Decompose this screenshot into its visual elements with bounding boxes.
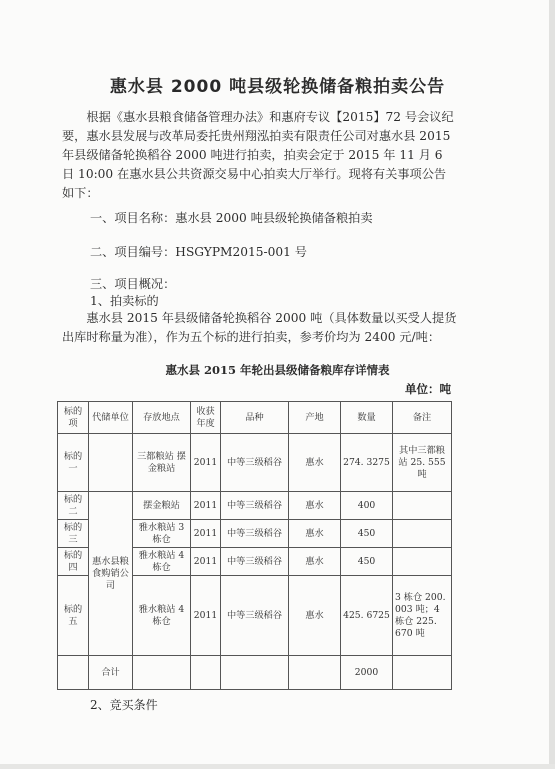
table-total-row — [58, 656, 452, 690]
cell-origin: 惠水 — [289, 548, 341, 576]
cell-origin: 惠水 — [289, 576, 341, 656]
target-paragraph: 惠水县 2015 年县级储备轮换稻谷 2000 吨（具体数量以买受人提货出库时称量为准），作为五个标的进行拍卖，参考价均为 2400 元/吨： — [62, 311, 457, 344]
cell-empty — [191, 656, 221, 690]
cell-year: 2011 — [191, 434, 221, 492]
inventory-table — [57, 401, 452, 690]
header-origin: 产地 — [289, 402, 341, 434]
cell-agent: 惠水县粮食购销公司 — [89, 492, 133, 656]
cell-note: 3 栋仓 200. 003 吨；4 栋仓 225. 670 吨 — [393, 576, 452, 656]
cell-variety: 中等三级稻谷 — [221, 548, 289, 576]
item-number: 二、项目编号：HSGYPM2015-001 号 — [90, 245, 307, 259]
cell-lot: 标的三 — [58, 520, 89, 548]
cell-empty — [133, 656, 191, 690]
target-heading: 1、拍卖标的 — [90, 294, 159, 308]
cell-lot: 标的五 — [58, 576, 89, 656]
cell-variety: 中等三级稻谷 — [221, 434, 289, 492]
cell-year: 2011 — [191, 576, 221, 656]
cell-origin: 惠水 — [289, 492, 341, 520]
scan-edge-bottom — [0, 764, 555, 769]
cell-year: 2011 — [191, 492, 221, 520]
scan-edge-right — [549, 0, 555, 769]
cell-location: 三都粮站 摆金粮站 — [133, 434, 191, 492]
cell-location: 雅水粮站 4 栋仓 — [133, 576, 191, 656]
header-variety: 品种 — [221, 402, 289, 434]
cell-variety: 中等三级稻谷 — [221, 520, 289, 548]
cell-agent-empty — [89, 434, 133, 492]
cell-location: 雅水粮站 4 栋仓 — [133, 548, 191, 576]
cell-lot: 标的二 — [58, 492, 89, 520]
cell-qty: 450 — [341, 520, 393, 548]
table-unit: 单位：吨 — [405, 382, 451, 396]
cell-lot: 标的一 — [58, 434, 89, 492]
conditions-heading: 2、竞买条件 — [90, 698, 158, 712]
header-note: 备注 — [393, 402, 452, 434]
cell-location: 摆金粮站 — [133, 492, 191, 520]
cell-total-qty: 2000 — [341, 656, 393, 690]
cell-lot: 标的四 — [58, 548, 89, 576]
header-agent: 代储单位 — [89, 402, 133, 434]
header-lot: 标的项 — [58, 402, 89, 434]
cell-year: 2011 — [191, 520, 221, 548]
cell-note — [393, 548, 452, 576]
intro-paragraph: 根据《惠水县粮食储备管理办法》和惠府专议【2015】72 号会议纪要，惠水县发展与改革局委托贵州翔泓拍卖有限责任公司对惠水县 2015 年县级储备轮换稻谷 2000 吨进行拍卖，拍卖会定于 2015 年 11 月 6 日 10:00 在惠水县公共资源交易中心拍卖大厅举行。现将有关事项公告如下： — [62, 110, 454, 200]
cell-lot-empty — [58, 656, 89, 690]
header-location: 存放地点 — [133, 402, 191, 434]
table-title: 惠水县 2015 年轮出县级储备粮库存详情表 — [165, 363, 390, 377]
cell-year: 2011 — [191, 548, 221, 576]
cell-qty: 400 — [341, 492, 393, 520]
item-name: 一、项目名称：惠水县 2000 吨县级轮换储备粮拍卖 — [90, 211, 373, 225]
page-title: 惠水县 2000 吨县级轮换储备粮拍卖公告 — [109, 77, 446, 97]
cell-total-label: 合计 — [89, 656, 133, 690]
table-row — [58, 492, 452, 520]
cell-origin: 惠水 — [289, 520, 341, 548]
cell-qty: 274. 3275 — [341, 434, 393, 492]
cell-empty — [221, 656, 289, 690]
cell-variety: 中等三级稻谷 — [221, 492, 289, 520]
cell-location: 雅水粮站 3 栋仓 — [133, 520, 191, 548]
table-header-row — [58, 402, 452, 434]
cell-note — [393, 520, 452, 548]
cell-empty — [393, 656, 452, 690]
overview-heading: 三、项目概况： — [90, 277, 176, 291]
cell-qty: 450 — [341, 548, 393, 576]
table-row — [58, 434, 452, 492]
cell-note — [393, 492, 452, 520]
cell-origin: 惠水 — [289, 434, 341, 492]
cell-note: 其中三都粮站 25. 555 吨 — [393, 434, 452, 492]
header-year: 收获年度 — [191, 402, 221, 434]
cell-variety: 中等三级稻谷 — [221, 576, 289, 656]
cell-qty: 425. 6725 — [341, 576, 393, 656]
cell-empty — [289, 656, 341, 690]
header-qty: 数量 — [341, 402, 393, 434]
